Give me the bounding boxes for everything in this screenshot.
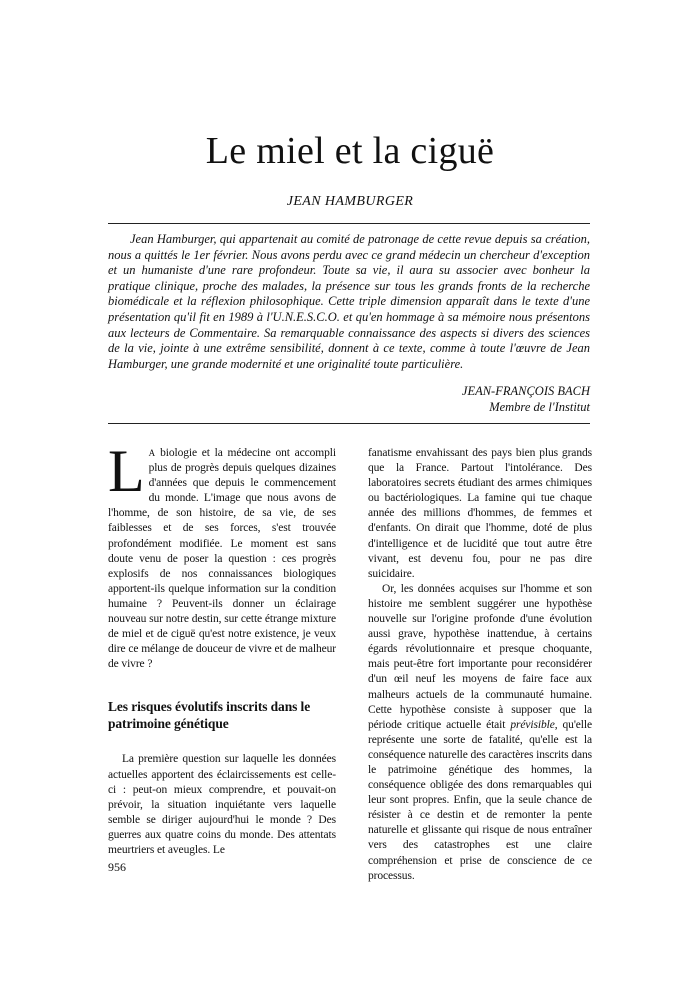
- intro-signature: [108, 383, 590, 415]
- page-number: 956: [108, 860, 126, 874]
- section-heading: Les risques évolutifs inscrits dans le patrimoine génétique: [108, 699, 311, 732]
- body-column-left: [108, 438, 336, 858]
- signature-title: Membre de l'Institut: [489, 400, 590, 414]
- body-paragraph-1: [108, 438, 336, 672]
- article-author: JEAN HAMBURGER: [286, 194, 414, 209]
- article-title: Le miel et la ciguë: [205, 130, 495, 172]
- body-column-right: [368, 446, 592, 884]
- body-paragraph-2: La première question sur laquelle les données actuelles apportent des éclaircissements est celle-ci : peut-on mieux comprendre, et pouvait-on prévoir, la situation inquiétante vers laquelle semble se diriger aujourd'hui le monde ? Des guerres aux quatre coins du monde. Des attentats meurtriers et aveugles. Le: [108, 753, 336, 856]
- intro-paragraph: Jean Hamburger, qui appartenait au comité de patronage de cette revue depuis sa création, nous a quittés le 1er février. Nous avons perdu avec ce grand médecin un chercheur d'exception et un humaniste d'une rare profondeur. Toute sa vie, il aura su associer avec bonheur la pratique clinique, proche des malades, la présence sur tous les grands fronts de la recherche biomédicale et la réflexion philosophique. Cette triple dimension apparaît dans le texte d'une présentation qu'il fit en 1989 à l'U.N.E.S.C.O. et qu'en hommage à sa mémoire nous présentons aux lecteurs de Commentaire. Sa remarquable connaissance des aspects si divers des sciences de la vie, jointe à une extrême sensibilité, donnent à ce texte, comme à toute l'œuvre de Jean Hamburger, une grande modernité et une originalité toute particulière.: [108, 232, 590, 371]
- first-word-rest: A: [148, 448, 156, 458]
- body-paragraph-3-start: Or, les données acquises sur l'homme et son histoire me semblent suggérer une hypothèse nouvelle sur l'origine profonde d'une évolution aussi grave, hypothèse inattendue, à certains égards révolutionnaire et presque choquante, mais peut-être fort importante pour reconsidérer d'un œil neuf les moyens de faire face aux malheurs actuels de la communauté humaine. Cette hypothèse consiste à supposer que la période critique actuelle était: [368, 582, 592, 731]
- drop-cap: L: [108, 438, 145, 504]
- body-paragraph-3-end: , qu'elle représente une sorte de fatalité, qu'elle est la conséquence naturelle des caractères inscrits dans le patrimoine génétique des hommes, la conséquence obligée des dons remarquables qui leur sont propres. Enfin, que la seule chance de résister à ce destin et de remonter la pente naturelle et glissante qui risque de nous entraîner vers des catastrophes est une claire compréhension et prise de conscience de ce processus.: [368, 718, 593, 882]
- intro-top-rule: [108, 223, 590, 224]
- signature-name: JEAN-FRANÇOIS BACH: [461, 384, 590, 398]
- body-paragraph-3-emphasis: prévisible: [510, 718, 555, 731]
- body-paragraph-2-continued: fanatisme envahissant des pays bien plus grands que la France. Partout l'intolérance. Des laboratoires secrets étudiant des armes chimiques ou bactériologiques. La famine qui tue chaque année des millions d'hommes, de femmes et d'enfants. On dirait que l'homme, doté de plus d'intelligence et de lucidité que tout autre être vivant, est devenu fou, pour ne pas dire suicidaire.: [368, 447, 592, 580]
- intro-bottom-rule: [108, 423, 590, 424]
- body-paragraph-3: [368, 582, 592, 884]
- body-paragraph-1-text: biologie et la médecine ont accompli plus de progrès depuis quelques dizaines d'années que depuis le commencement du monde. L'image que nous avons de l'homme, de son histoire, de sa vie, de ses faiblesses et de ses forces, s'est trouvée profondément modifiée. Le moment est sans doute venu de poser la question : ces progrès explosifs de nos connaissances biologiques apportent-ils quelque information sur la condition humaine ? Peuvent-ils donner un éclairage nouveau sur notre destin, sur cette étrange mixture de miel et de ciguë qu'est notre existence, je veux dire ce mélange de douceur de vivre et de malheur de vivre ?: [108, 447, 336, 671]
